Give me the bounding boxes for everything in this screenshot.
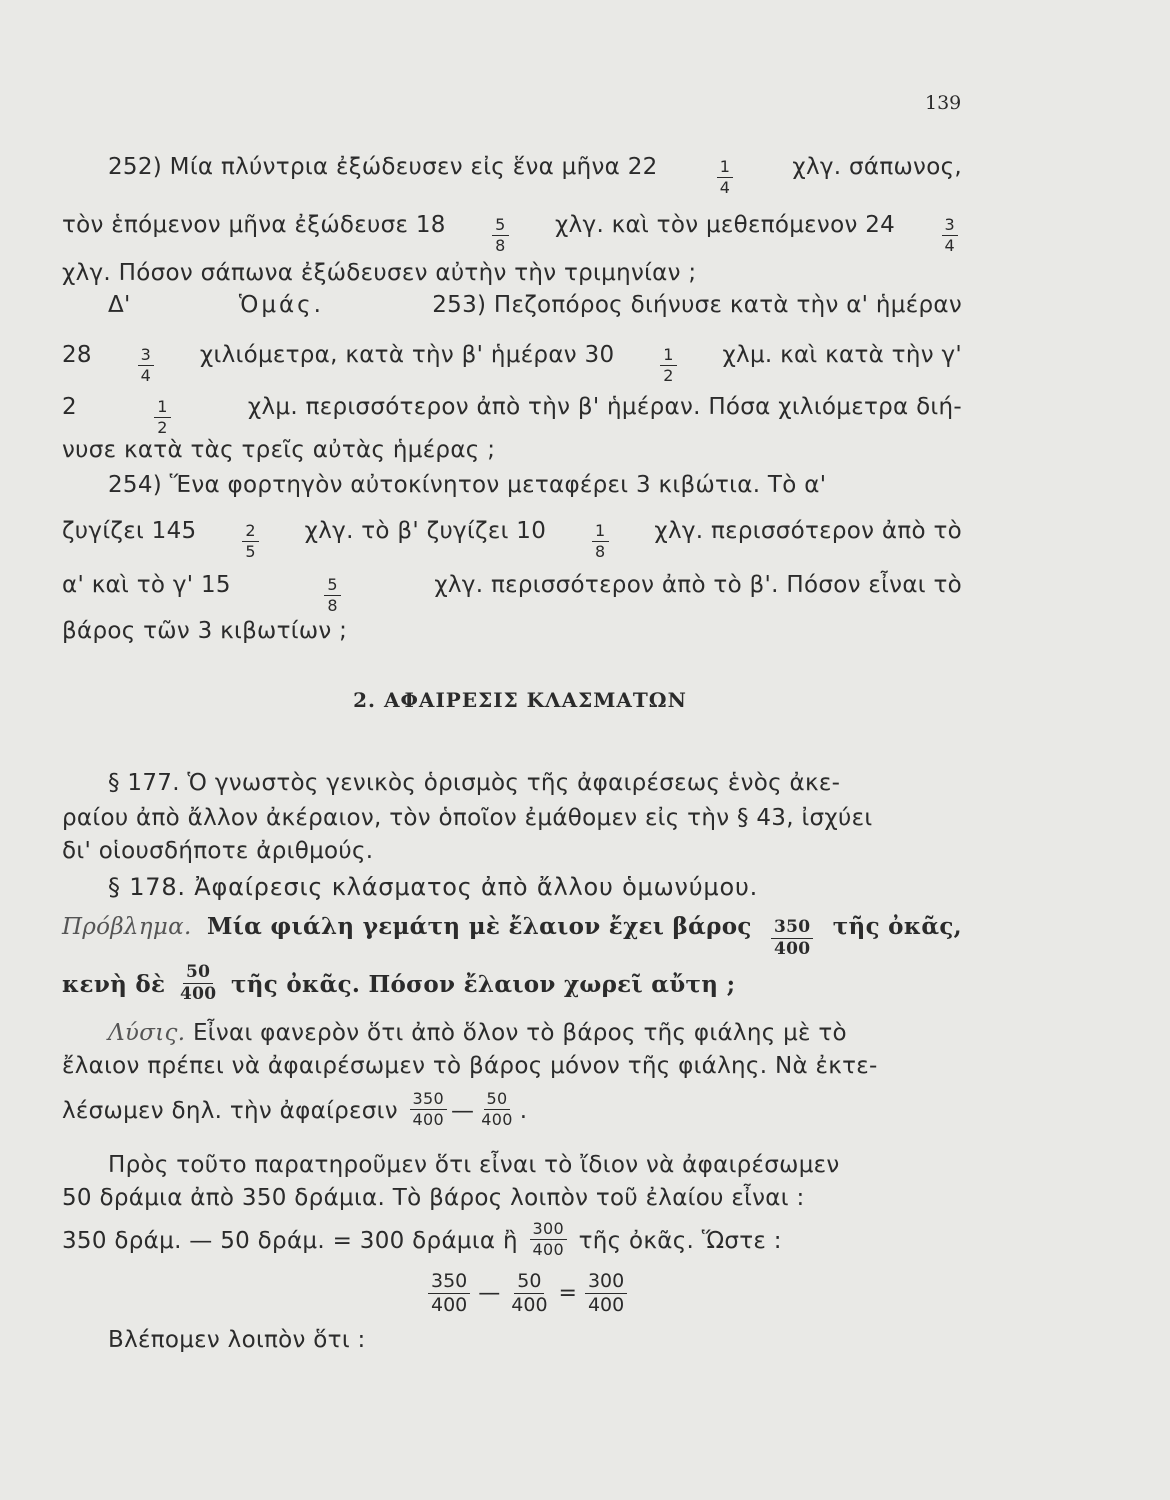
text: α' καὶ τὸ γ' 15 [62,572,231,598]
text: χλγ. σάπωνος, [792,154,962,180]
section-178-heading: § 178. Ἀφαίρεσις κλάσματος ἀπὸ ἄλλου ὁμωνύμου. [108,873,759,901]
text: χλγ. τὸ β' ζυγίζει 10 [304,518,547,544]
numerator: 300 [530,1221,567,1240]
problem-254-line-1: 254) Ἕνα φορτηγὸν αὐτοκίνητον μεταφέρει 3 κιβώτια. Τὸ α' [108,472,827,498]
fraction [771,919,813,958]
minus-sign: — [450,1098,475,1124]
section-177-line-1: § 177. Ὁ γνωστὸς γενικὸς ὁρισμὸς τῆς ἀφαιρέσεως ἑνὸς ἀκε- [108,770,841,796]
text: Μία φιάλη γεμάτη μὲ ἔλαιον ἔχει βάρος [206,913,752,940]
text: χιλιόμετρα, κατὰ τὴν β' ἡμέραν 30 [199,342,615,368]
problem-253-line-3 [62,392,962,438]
denominator: 4 [719,178,731,197]
numerator: 3 [942,217,958,236]
solution-line-3 [62,1089,962,1130]
paragraph-line-3 [62,1219,962,1260]
text: χλγ. περισσότερον ἀπὸ τὸ β'. Πόσον εἶναι τὸ [434,572,962,598]
period: . [519,1098,528,1124]
denominator: 400 [412,1110,444,1129]
problem-252-line-1 [108,152,962,198]
numerator: 50 [514,1272,544,1294]
group-heading: Ὁμάς. [238,292,324,318]
text: λέσωμεν δηλ. τὴν ἀφαίρεσιν [62,1098,398,1124]
numerator: 2 [242,523,258,542]
fraction [478,1091,515,1128]
text: χλμ. καὶ κατὰ τὴν γ' [722,342,962,368]
problem-statement-line-2 [62,962,962,1005]
fraction [154,399,170,436]
denominator: 8 [327,596,338,615]
denominator: 4 [944,236,955,255]
denominator: 2 [157,418,168,437]
section-177-line-3: δι' οἱουσδήποτε ἀριθμούς. [62,838,374,864]
numerator: 300 [585,1272,627,1294]
text: τῆς ὀκᾶς, [832,913,962,940]
final-line: Βλέπομεν λοιπὸν ὅτι : [108,1327,366,1353]
fraction [508,1272,550,1315]
problem-254-line-2 [62,516,962,562]
denominator: 400 [511,1294,548,1316]
minus-sign: — [478,1281,501,1306]
fraction [942,217,958,254]
denominator: 400 [774,939,811,959]
numerator: 1 [660,347,676,366]
denominator: 5 [245,542,256,561]
equals-sign: = [558,1281,577,1306]
problem-252-line-3: χλγ. Πόσον σάπωνα ἐξώδευσεν αὐτὴν τὴν τριμηνίαν ; [62,260,697,286]
text: χλμ. περισσότερον ἀπὸ τὴν β' ἡμέραν. Πόσα χιλιόμετρα διή- [247,394,962,420]
problem-label: Πρόβλημα. [62,914,192,940]
fraction [242,523,258,560]
denominator: 400 [179,984,217,1004]
numerator: 1 [154,399,170,418]
denominator: 400 [532,1240,564,1259]
fraction [177,964,219,1003]
text: χλγ. περισσότερον ἀπὸ τὸ [654,518,962,544]
denominator: 400 [481,1110,513,1129]
problem-253-line-4: νυσε κατὰ τὰς τρεῖς αὐτὰς ἡμέρας ; [62,437,496,463]
fraction [410,1091,447,1128]
text: τῆς ὀκᾶς. Ὥστε : [578,1228,782,1254]
problem-252-line-2 [62,210,962,256]
problem-statement-line-1 [62,912,962,960]
problem-254-line-4: βάρος τῶν 3 κιβωτίων ; [62,618,348,644]
fraction [138,347,154,384]
fraction [428,1272,470,1315]
fraction [717,159,733,196]
fraction [660,347,676,384]
denominator: 8 [595,542,606,561]
problem-254-line-3 [62,570,962,616]
numerator: 5 [492,217,508,236]
text: 253) Πεζοπόρος διήνυσε κατὰ τὴν α' ἡμέραν [432,292,962,318]
denominator: 2 [663,366,674,385]
text: τὸν ἑπόμενον μῆνα ἐξώδευσε 18 [62,212,446,238]
page-number: 139 [925,92,962,114]
problem-253-line-2 [62,340,962,386]
text: ζυγίζει 145 [62,518,197,544]
text: Δ' [108,292,131,318]
numerator: 50 [183,964,213,984]
denominator: 400 [587,1294,625,1316]
text: 2 [62,394,77,420]
numerator: 350 [771,919,813,939]
solution-label: Λύσις. [108,1020,186,1046]
text: 28 [62,342,92,368]
paragraph-line-1: Πρὸς τοῦτο παρατηροῦμεν ὅτι εἶναι τὸ ἴδιον νὰ ἀφαιρέσωμεν [108,1152,840,1178]
denominator: 400 [431,1294,468,1316]
numerator: 5 [324,577,340,596]
fraction [324,577,340,614]
numerator: 1 [592,523,608,542]
solution-line-1 [108,1018,962,1048]
denominator: 8 [495,236,506,255]
numerator: 3 [138,347,154,366]
fraction [530,1221,567,1258]
text: χλγ. καὶ τὸν μεθεπόμενον 24 [555,212,896,238]
fraction [592,523,608,560]
problem-253-line-1 [108,290,962,320]
subtraction-equation [424,1272,631,1315]
text: τῆς ὀκᾶς. Πόσον ἔλαιον χωρεῖ αὔτη ; [230,971,736,998]
text: κενὴ δὲ [62,971,166,998]
paragraph-line-2: 50 δράμια ἀπὸ 350 δράμια. Τὸ βάρος λοιπὸν τοῦ ἐλαίου εἶναι : [62,1185,805,1211]
solution-line-2: ἔλαιον πρέπει νὰ ἀφαιρέσωμεν τὸ βάρος μόνον τῆς φιάλης. Νὰ ἐκτε- [62,1053,878,1079]
numerator: 1 [717,159,733,178]
numerator: 350 [410,1091,447,1110]
text: 350 δράμ. — 50 δράμ. = 300 δράμια ἢ [62,1228,518,1254]
text: Εἶναι φανερὸν ὅτι ἀπὸ ὅλον τὸ βάρος τῆς φιάλης μὲ τὸ [192,1020,847,1046]
numerator: 50 [484,1091,511,1110]
denominator: 4 [140,366,152,385]
fraction [492,217,508,254]
fraction [585,1272,627,1315]
section-title: 2. ΑΦΑΙΡΕΣΙΣ ΚΛΑΣΜΑΤΩΝ [353,688,687,712]
text: 252) Μία πλύντρια ἐξώδευσεν εἰς ἕνα μῆνα 22 [108,154,658,180]
section-177-line-2: ραίου ἀπὸ ἄλλον ἀκέραιον, τὸν ὁποῖον ἐμάθομεν εἰς τὴν § 43, ἰσχύει [62,805,873,831]
numerator: 350 [428,1272,470,1294]
